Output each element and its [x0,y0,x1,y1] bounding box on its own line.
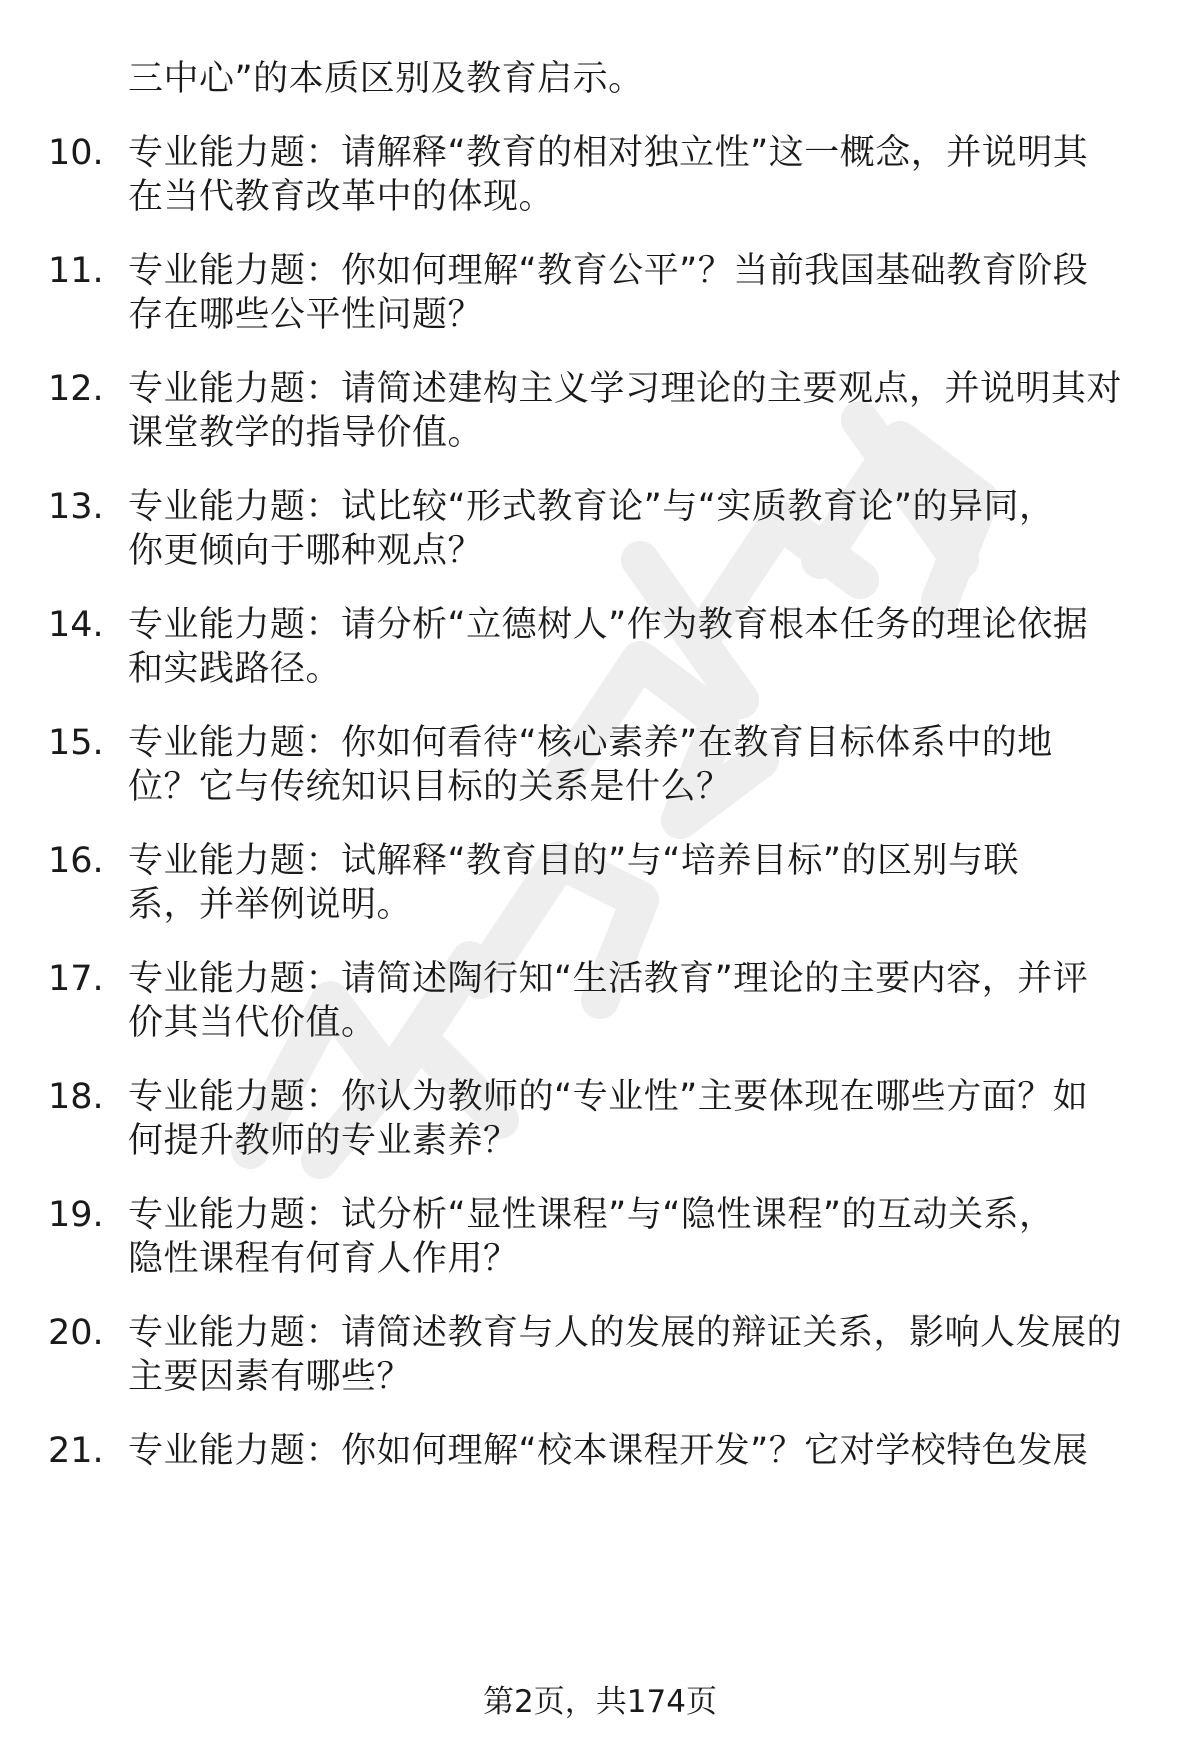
question-number: 19. [48,1195,104,1235]
question-text-line1: 专业能力题：你认为教师的“专业性”主要体现在哪些方面？如 [128,1077,1089,1117]
question-text-line1: 专业能力题：请解释“教育的相对独立性”这一概念，并说明其 [128,133,1089,173]
question-text-line2: 系，并举例说明。 [128,885,413,925]
question-text-line1: 专业能力题：试解释“教育目的”与“培养目标”的区别与联 [128,841,1020,881]
question-number: 16. [48,841,104,881]
page-number-footer: 第2页，共174页 [483,1684,717,1720]
question-text-line1: 专业能力题：请简述教育与人的发展的辩证关系，影响人发展的 [128,1313,1123,1353]
question-number: 17. [48,959,104,999]
question-text-line1: 专业能力题：请简述建构主义学习理论的主要观点，并说明其对 [128,369,1123,409]
question-number: 11. [48,251,104,291]
question-text-line1: 专业能力题：你如何理解“校本课程开发”？它对学校特色发展 [128,1431,1089,1471]
continuation-line: 三中心”的本质区别及教育启示。 [128,59,644,99]
question-text-line1: 专业能力题：你如何看待“核心素养”在教育目标体系中的地 [128,723,1053,763]
question-text-line2: 和实践路径。 [128,649,342,689]
question-number: 13. [48,487,104,527]
question-number: 15. [48,723,104,763]
question-number: 10. [48,133,104,173]
question-number: 18. [48,1077,104,1117]
question-text-line2: 存在哪些公平性问题？ [128,295,484,335]
question-text-line1: 专业能力题：请简述陶行知“生活教育”理论的主要内容，并评 [128,959,1089,999]
question-text-line2: 价其当代价值。 [128,1003,377,1043]
question-text-line2: 何提升教师的专业素养？ [128,1121,519,1161]
question-number: 14. [48,605,104,645]
question-text-line1: 专业能力题：试比较“形式教育论”与“实质教育论”的异同， [128,487,1055,527]
question-text-line2: 课堂教学的指导价值。 [128,413,484,453]
question-text-line1: 专业能力题：试分析“显性课程”与“隐性课程”的互动关系， [128,1195,1055,1235]
question-text-line1: 专业能力题：请分析“立德树人”作为教育根本任务的理论依据 [128,605,1089,645]
question-text-line1: 专业能力题：你如何理解“教育公平”？当前我国基础教育阶段 [128,251,1089,291]
question-text-line2: 你更倾向于哪种观点？ [128,531,484,571]
question-number: 12. [48,369,104,409]
question-text-line2: 位？它与传统知识目标的关系是什么？ [128,767,732,807]
question-number: 20. [48,1313,104,1353]
question-number: 21. [48,1431,104,1471]
question-text-line2: 主要因素有哪些？ [128,1357,413,1397]
question-text-line2: 在当代教育改革中的体现。 [128,177,555,217]
question-text-line2: 隐性课程有何育人作用？ [128,1239,519,1279]
